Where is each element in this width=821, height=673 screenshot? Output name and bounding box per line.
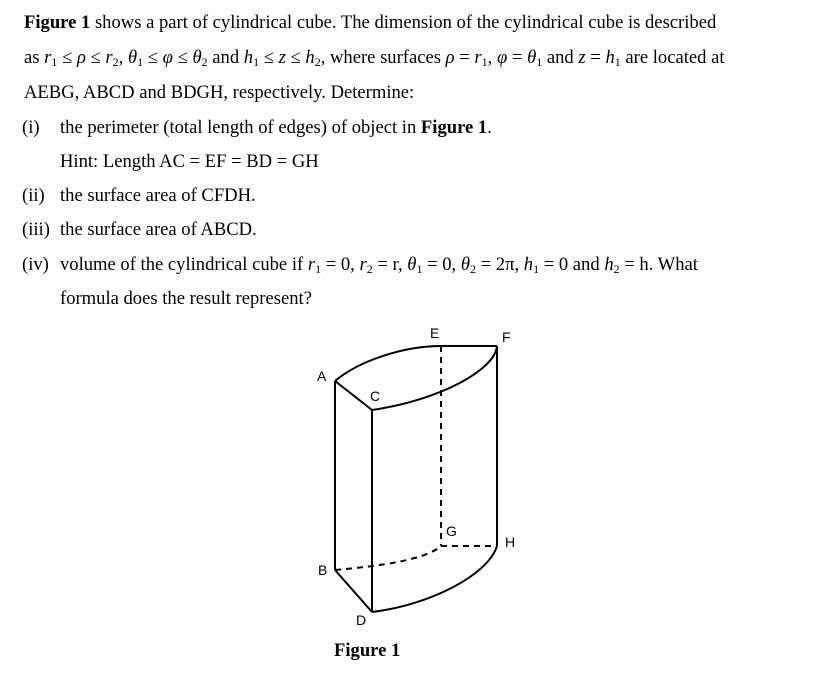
comma: , xyxy=(487,47,493,68)
word-and: and xyxy=(546,47,574,68)
question-text: volume of the cylindrical cube if xyxy=(60,254,304,275)
sub-1: 1 xyxy=(481,55,488,69)
comma: , xyxy=(320,47,326,68)
sym-le: ≤ xyxy=(177,47,188,68)
q4-part-4: = 2π, xyxy=(480,254,520,275)
sym-le: ≤ xyxy=(62,47,73,68)
sym-theta: θ xyxy=(192,47,202,68)
sym-r: r xyxy=(359,254,367,275)
figure-caption: Figure 1 xyxy=(334,640,401,661)
word-are-located: are located at xyxy=(625,47,725,68)
intro-line-3: AEBG, ABCD and BDGH, respectively. Determine: xyxy=(24,82,415,103)
sym-le: ≤ xyxy=(90,47,101,68)
arc-bg-hidden xyxy=(335,546,441,570)
word-and: and xyxy=(212,47,240,68)
arc-dh xyxy=(372,546,497,612)
sym-le: ≤ xyxy=(263,47,274,68)
sub-2: 2 xyxy=(314,55,321,69)
word-where-surfaces: where surfaces xyxy=(330,47,441,68)
sym-phi: φ xyxy=(496,47,508,68)
sym-phi: φ xyxy=(162,47,173,68)
edge-bd xyxy=(335,570,372,612)
sym-theta: θ xyxy=(127,47,138,68)
sub-1: 1 xyxy=(416,262,423,276)
sym-eq: = xyxy=(459,47,470,68)
sym-r: r xyxy=(105,47,113,68)
sym-r: r xyxy=(474,47,482,68)
question-number: (ii) xyxy=(22,185,45,206)
label-g: G xyxy=(446,523,457,539)
q4-part-3: = 0, xyxy=(427,254,457,275)
sym-z: z xyxy=(278,47,286,68)
question-number: (iv) xyxy=(22,254,49,275)
sub-2: 2 xyxy=(366,262,373,276)
sym-r: r xyxy=(44,47,52,68)
sym-le: ≤ xyxy=(147,47,158,68)
label-f: F xyxy=(502,329,511,345)
label-c: C xyxy=(370,388,381,404)
arc-ae xyxy=(335,346,441,381)
sym-rho: ρ xyxy=(445,47,455,68)
arc-cf xyxy=(372,346,497,410)
sym-h: h xyxy=(243,47,254,68)
sub-1: 1 xyxy=(51,55,58,69)
question-figure-ref: Figure 1 xyxy=(420,117,488,138)
intro-figure-ref: Figure 1 xyxy=(24,12,91,33)
q4-part-6: = h. What xyxy=(624,254,698,275)
sym-theta: θ xyxy=(407,254,417,275)
sym-theta: θ xyxy=(527,47,537,68)
sym-theta: θ xyxy=(460,254,470,275)
q4-part-2: = r, xyxy=(377,254,403,275)
sub-1: 1 xyxy=(533,262,540,276)
label-e: E xyxy=(430,325,440,341)
sub-2: 2 xyxy=(469,262,476,276)
sym-eq: = xyxy=(511,47,523,68)
hint-line: Hint: Length AC = EF = BD = GH xyxy=(60,151,319,172)
sym-h: h xyxy=(605,47,615,68)
sym-h: h xyxy=(523,254,534,275)
label-b: B xyxy=(318,562,328,578)
sub-1: 1 xyxy=(253,55,260,69)
question-number: (iii) xyxy=(22,219,50,240)
q4-part-5: = 0 and xyxy=(543,254,600,275)
sym-z: z xyxy=(578,47,586,68)
sym-h: h xyxy=(305,47,315,68)
label-d: D xyxy=(356,612,367,628)
label-h: H xyxy=(505,534,516,550)
sym-eq: = xyxy=(590,47,601,68)
period: . xyxy=(487,117,492,138)
sub-2: 2 xyxy=(201,55,208,69)
sub-2: 2 xyxy=(112,55,119,69)
sym-h: h xyxy=(604,254,614,275)
sym-r: r xyxy=(307,254,316,275)
question-number: (i) xyxy=(22,117,40,138)
sub-1: 1 xyxy=(137,55,144,69)
question-text: the surface area of ABCD. xyxy=(60,219,257,240)
sub-2: 2 xyxy=(613,262,620,276)
word-as: as xyxy=(24,47,40,68)
sub-1: 1 xyxy=(536,55,543,69)
question-text: the perimeter (total length of edges) of object in xyxy=(60,117,417,138)
comma: , xyxy=(118,47,124,68)
label-a: A xyxy=(317,368,327,384)
edge-ac xyxy=(335,381,372,410)
question-iv-line-2: formula does the result represent? xyxy=(60,288,312,309)
q4-part-1: = 0, xyxy=(325,254,355,275)
sub-1: 1 xyxy=(614,55,621,69)
sub-1: 1 xyxy=(315,262,322,276)
intro-line-1-text: shows a part of cylindrical cube. The dimension of the cylindrical cube is described xyxy=(94,12,717,33)
sym-rho: ρ xyxy=(76,47,86,68)
sym-le: ≤ xyxy=(290,47,301,68)
question-text: the surface area of CFDH. xyxy=(60,185,256,206)
